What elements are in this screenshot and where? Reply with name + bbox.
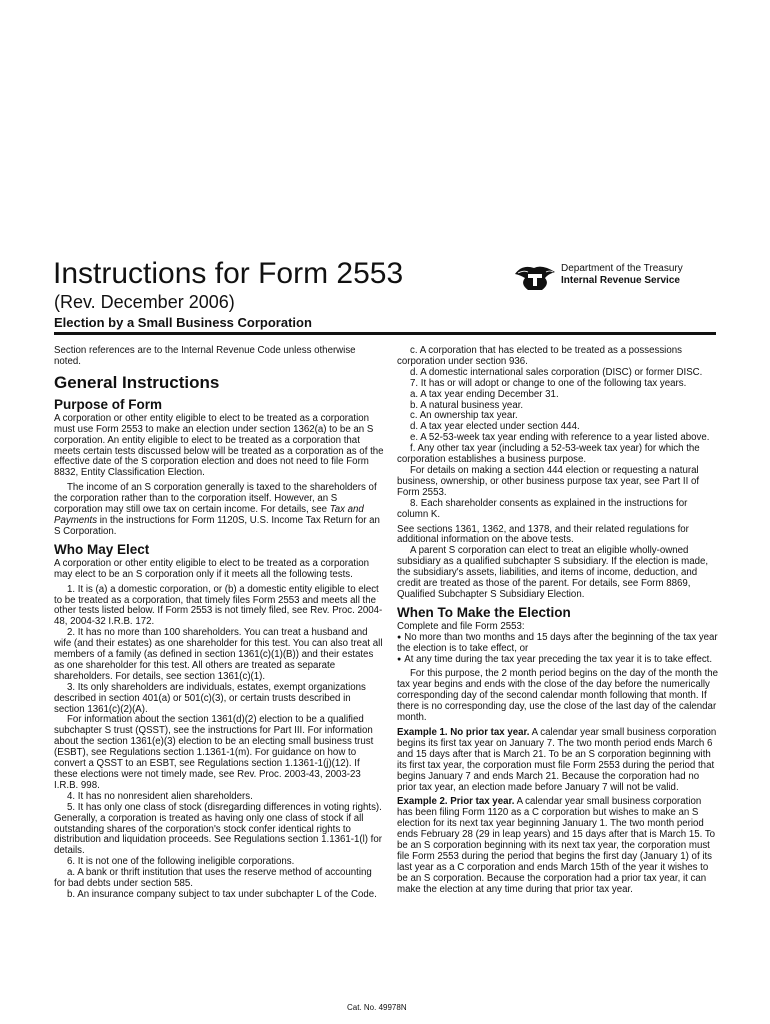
form-subtitle: Election by a Small Business Corporation — [54, 315, 312, 330]
bullet-item-2: ● At any time during the tax year preceding the tax year it is to take effect. — [397, 655, 719, 666]
example-1-label: Example 1. No prior tax year. — [397, 727, 530, 738]
parent-s-corp-paragraph: A parent S corporation can elect to treat an eligible wholly-owned subsidiary as a qualified subchapter S subsidiary. If the election is made, the subsidiary's assets, liabilities, and items of income, deduction, and credit are treated as those of the parent. For details, see Form 8869, Qualified Subchapter S Subsidiary Election. — [397, 545, 709, 600]
example-1 — [397, 728, 719, 793]
test-3: 3. Its only shareholders are individuals, estates, exempt organizations described in section 401(a) or 501(c)(3), or certain trusts described in section 1361(c)(2)(A). — [54, 681, 366, 715]
irs-eagle-logo-icon — [512, 262, 558, 292]
test-7-details: For details on making a section 444 election or requesting a natural business, ownership, or other business purpose tax year, see Part II of Form 2553. — [397, 464, 700, 498]
test-6b: b. An insurance company subject to tax under subchapter L of the Code. — [67, 888, 377, 900]
test-6d: d. A domestic international sales corporation (DISC) or former DISC. — [410, 366, 703, 378]
example-2 — [397, 797, 719, 895]
intro-text: Section references are to the Internal Revenue Code unless otherwise noted. — [54, 345, 356, 367]
bullet-item-1: ● No more than two months and 15 days after the beginning of the tax year the election is to take effect, or — [397, 633, 719, 655]
test-6: 6. It is not one of the following ineligible corporations. — [67, 856, 295, 868]
test-7a: a. A tax year ending December 31. — [410, 388, 559, 400]
period-explanation: For this purpose, the 2 month period begins on the day of the month the tax year begins and ends with the close of the day before the numerically corresponding day of the second calendar month following that month. If there is no corresponding day, use the close of the last day of the calendar month. — [397, 668, 719, 724]
department-name: Department of the Treasury — [561, 263, 683, 274]
purpose-heading: Purpose of Form — [54, 396, 163, 412]
example-2-text: A calendar year small business corporation has been filing Form 1120 as a C corporation but wishes to make an S election for its next tax year beginning January 1. The two month period ends February 28 (29 in leap years) and 15 days after that is March 15. To be an S corporation beginning with its next tax year, the corporation must file Form 2553 during the period that begins the first day (January 1) of its last year as a C corporation and ends March 15th of the year it wishes to be an S corporation. Because the corporation had a prior tax year, it can make the election at any time during that prior tax year. — [397, 796, 716, 895]
when-to-elect-heading: When To Make the Election — [397, 604, 571, 620]
department-block — [561, 263, 683, 287]
test-8: 8. Each shareholder consents as explained in the instructions for column K. — [397, 497, 688, 520]
test-6c: c. A corporation that has elected to be treated as a possessions corporation under section 936. — [397, 345, 682, 367]
general-instructions-heading: General Instructions — [54, 372, 220, 392]
test-2: 2. It has no more than 100 shareholders. You can treat a husband and wife (and their estates) as one shareholder for this test. You can also treat all members of a family (as defined in section 1361(c)(1)(B)) and their estates as one shareholder for this test. All others are treated as separate shareholders. For details, see section 1361(c)(1). — [54, 627, 383, 682]
agency-name: Internal Revenue Service — [561, 275, 680, 286]
title-rule — [54, 332, 716, 335]
complete-and-file-text: Complete and file Form 2553: — [397, 620, 525, 632]
purpose-p2-end: in the instructions for Form 1120S, U.S. Income Tax Return for an S Corporation. — [54, 514, 380, 537]
purpose-p2-start: The income of an S corporation generally is taxed to the shareholders of the corporation rather than to the corporation itself. However, an S corporation may still owe tax on certain income. For details, see — [54, 482, 377, 516]
test-7f: f. Any other tax year (including a 52-53-week tax year) for which the corporation establishes a business purpose. — [397, 443, 700, 466]
test-7: 7. It has or will adopt or change to one of the following tax years. — [410, 377, 687, 389]
test-7e: e. A 52-53-week tax year ending with reference to a year listed above. — [410, 432, 710, 444]
test-7c: c. An ownership tax year. — [410, 410, 518, 422]
left-column — [54, 346, 384, 901]
test-1: 1. It is (a) a domestic corporation, or (b) a domestic entity eligible to elect to be treated as a corporation, that timely files Form 2553 and meets all the other tests listed below. If Form 2553 is not timely filed, see Rev. Proc. 2004-48, 2004-32 I.R.B. 172. — [54, 583, 383, 628]
test-3-info: For information about the section 1361(d)(2) election to be a qualified subchapter S trust (QSST), see the instructions for Part III. For information about the section 1361(e)(3) election to be an electing small business trust (ESBT), see Regulations section 1.1361-1(m). For guidance on how to convert a QSST to an ESBT, see Regulations section 1.1361-1(j)(12). If these elections were not timely made, see Rev. Proc. 2003-43, 2003-23 I.R.B. 998. — [54, 714, 374, 791]
catalog-number: Cat. No. 49978N — [347, 1003, 407, 1012]
who-may-elect-heading: Who May Elect — [54, 541, 150, 557]
form-title: Instructions for Form 2553 — [53, 257, 404, 290]
purpose-paragraph-2 — [54, 483, 384, 538]
who-paragraph: A corporation or other entity eligible to elect to be treated as a corporation may elect to be an S corporation only if it meets all the following tests. — [54, 557, 370, 580]
test-7d: d. A tax year elected under section 444. — [410, 421, 580, 433]
see-sections-text: See sections 1361, 1362, and 1378, and their related regulations for additional information on the above tests. — [397, 523, 689, 546]
right-column — [397, 346, 719, 896]
test-7b: b. A natural business year. — [410, 399, 524, 411]
example-2-label: Example 2. Prior tax year. — [397, 796, 515, 808]
example-1-text: A calendar year small business corporation begins its first tax year on January 7. The two month period ends March 6 and 15 days after that is March 21. To be an S corporation beginning with its first tax year, the corporation must file Form 2553 during the period that begins January 7 and ends March 21. Because the corporation had no prior tax year, an election made before January 7 will not be valid. — [397, 727, 717, 793]
revision-date: (Rev. December 2006) — [54, 292, 235, 312]
purpose-paragraph-1: A corporation or other entity eligible to elect to be treated as a corporation must use Form 2553 to make an election under section 1362(a) to be an S corporation. An entity eligible to elect to be treated as a corporation that meets certain tests discussed below will be treated as a corporation as of the effective date of the S corporation election and does not need to file Form 8832, Entity Classification Election. — [54, 412, 384, 479]
test-4: 4. It has no nonresident alien shareholders. — [67, 790, 253, 802]
test-6a: a. A bank or thrift institution that uses the reserve method of accounting for bad debts under section 585. — [54, 867, 372, 890]
tax-and-payments-ref: Tax and Payments — [54, 504, 364, 526]
test-5: 5. It has only one class of stock (disregarding differences in voting rights). Generally, a corporation is treated as having only one class of stock if all outstanding shares of the corporation's stock confer identical rights to distribution and liquidation proceeds. See Regulations section 1.1361-1(l) for details. — [54, 801, 382, 857]
